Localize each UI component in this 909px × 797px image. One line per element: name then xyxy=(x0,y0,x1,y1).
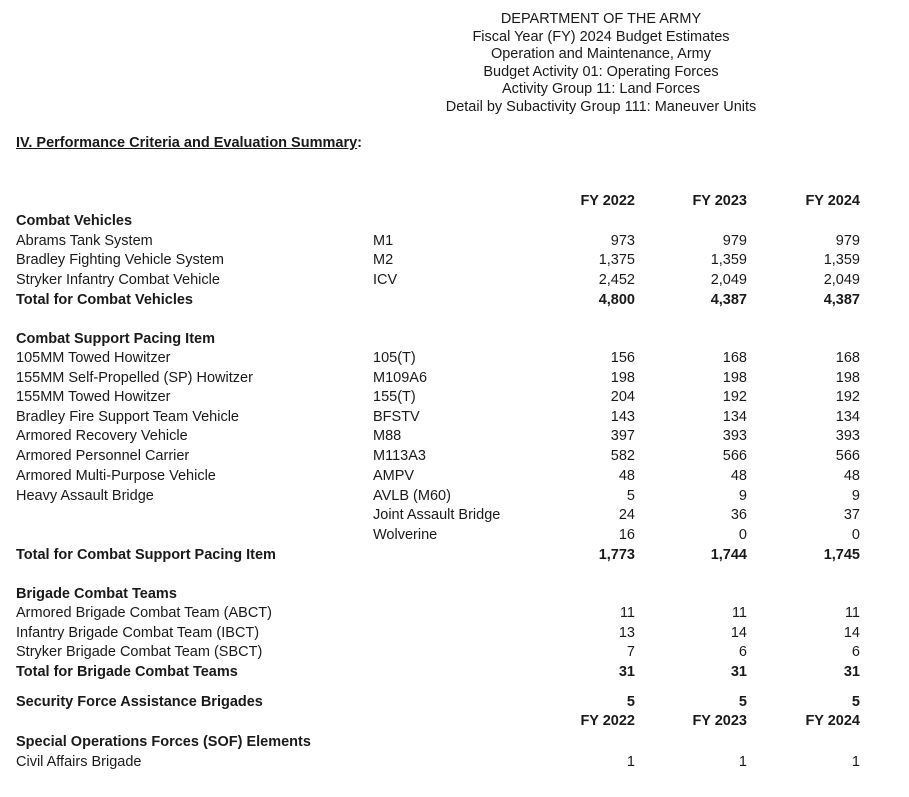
cell-fy2023: 1,744 xyxy=(710,547,747,563)
cell-fy2024: 14 xyxy=(843,625,860,641)
row-code: AMPV xyxy=(373,468,415,484)
cell-fy2022: 156 xyxy=(610,350,635,366)
row-label: Bradley Fighting Vehicle System xyxy=(16,252,224,268)
row-code: M2 xyxy=(373,252,394,268)
cell-fy2024: 1 xyxy=(851,754,860,770)
cell-fy2022: 582 xyxy=(610,448,635,464)
table-row xyxy=(0,446,909,466)
table-row xyxy=(0,752,909,772)
column-header-row xyxy=(0,191,909,211)
cell-fy2022: 143 xyxy=(610,409,635,425)
row-label: Infantry Brigade Combat Team (IBCT) xyxy=(16,625,260,641)
group-heading-brigade-combat-teams xyxy=(0,584,909,604)
row-code: M109A6 xyxy=(373,370,428,386)
column-header-fy2024: FY 2024 xyxy=(805,193,860,209)
cell-fy2022: 1,773 xyxy=(598,547,635,563)
row-label: Armored Personnel Carrier xyxy=(16,448,190,464)
cell-fy2023: 31 xyxy=(730,664,747,680)
row-label: Stryker Infantry Combat Vehicle xyxy=(16,272,220,288)
row-code: ICV xyxy=(373,272,398,288)
cell-fy2022: 4,800 xyxy=(598,292,635,308)
cell-fy2024: 134 xyxy=(835,409,860,425)
table-row xyxy=(0,642,909,662)
row-label: Abrams Tank System xyxy=(16,233,153,249)
group-heading-text: Combat Support Pacing Item xyxy=(16,331,215,347)
table-row xyxy=(0,466,909,486)
row-label: Armored Recovery Vehicle xyxy=(16,428,188,444)
row-code: BFSTV xyxy=(373,409,420,425)
header-line-subactivity-group: Detail by Subactivity Group 111: Maneuver Units xyxy=(445,98,757,115)
cell-fy2022: 973 xyxy=(610,233,635,249)
cell-fy2024: 6 xyxy=(851,644,860,660)
cell-fy2022: 1 xyxy=(626,754,635,770)
table-row xyxy=(0,505,909,525)
row-label: Stryker Brigade Combat Team (SBCT) xyxy=(16,644,263,660)
row-code: 155(T) xyxy=(373,389,416,405)
row-label: Security Force Assistance Brigades xyxy=(16,694,263,710)
cell-fy2022: 204 xyxy=(610,389,635,405)
column-header-fy2022: FY 2022 xyxy=(580,713,635,729)
cell-fy2023: 5 xyxy=(738,694,747,710)
row-label: Total for Brigade Combat Teams xyxy=(16,664,238,680)
table-row xyxy=(0,426,909,446)
cell-fy2022: 2,452 xyxy=(598,272,635,288)
cell-fy2024: 979 xyxy=(835,233,860,249)
table-row xyxy=(0,407,909,427)
row-label: 105MM Towed Howitzer xyxy=(16,350,171,366)
header-line-appropriation: Operation and Maintenance, Army xyxy=(490,46,712,63)
header-line-activity-group: Activity Group 11: Land Forces xyxy=(502,81,700,98)
cell-fy2023: 36 xyxy=(730,507,747,523)
group-heading-text: Combat Vehicles xyxy=(16,213,133,229)
row-label: Bradley Fire Support Team Vehicle xyxy=(16,409,239,425)
row-code: AVLB (M60) xyxy=(373,488,451,504)
table-row xyxy=(0,525,909,545)
cell-fy2023: 1,359 xyxy=(710,252,747,268)
column-header-row-sof xyxy=(0,711,909,731)
cell-fy2023: 393 xyxy=(722,428,747,444)
cell-fy2023: 134 xyxy=(722,409,747,425)
row-label: Armored Brigade Combat Team (ABCT) xyxy=(16,605,272,621)
section-title xyxy=(16,135,362,151)
column-header-fy2023: FY 2023 xyxy=(692,713,747,729)
cell-fy2023: 2,049 xyxy=(710,272,747,288)
table-row xyxy=(0,623,909,643)
cell-fy2024: 1,359 xyxy=(823,252,860,268)
table-row xyxy=(0,250,909,270)
cell-fy2024: 31 xyxy=(843,664,860,680)
row-code: M1 xyxy=(373,233,394,249)
total-row-combat-support xyxy=(0,545,909,565)
row-code: M113A3 xyxy=(373,448,426,464)
group-heading-text: Brigade Combat Teams xyxy=(16,586,177,602)
section-title-text: IV. Performance Criteria and Evaluation Summary xyxy=(16,135,358,151)
sfab-row xyxy=(0,692,909,712)
table-row xyxy=(0,348,909,368)
row-label: Total for Combat Vehicles xyxy=(16,292,193,308)
cell-fy2024: 48 xyxy=(843,468,860,484)
section-title-colon: : xyxy=(357,135,362,151)
cell-fy2023: 198 xyxy=(722,370,747,386)
table-row xyxy=(0,486,909,506)
cell-fy2023: 0 xyxy=(738,527,747,543)
cell-fy2024: 393 xyxy=(835,428,860,444)
total-row-brigade-combat-teams xyxy=(0,662,909,682)
cell-fy2024: 198 xyxy=(835,370,860,386)
header-line-department: DEPARTMENT OF THE ARMY xyxy=(500,11,702,27)
cell-fy2022: 1,375 xyxy=(598,252,635,268)
cell-fy2022: 397 xyxy=(610,428,635,444)
cell-fy2023: 11 xyxy=(731,605,747,621)
document-header xyxy=(420,11,782,117)
cell-fy2023: 192 xyxy=(722,389,747,405)
table-row xyxy=(0,603,909,623)
cell-fy2024: 9 xyxy=(851,488,860,504)
cell-fy2024: 0 xyxy=(851,527,860,543)
table-row xyxy=(0,387,909,407)
table-row xyxy=(0,368,909,388)
cell-fy2024: 192 xyxy=(835,389,860,405)
cell-fy2023: 168 xyxy=(722,350,747,366)
column-header-fy2022: FY 2022 xyxy=(580,193,635,209)
row-code: Wolverine xyxy=(373,527,438,543)
row-code: M88 xyxy=(373,428,402,444)
row-code: 105(T) xyxy=(373,350,416,366)
total-row-combat-vehicles xyxy=(0,290,909,310)
cell-fy2022: 11 xyxy=(619,605,635,621)
row-label: 155MM Self-Propelled (SP) Howitzer xyxy=(16,370,253,386)
cell-fy2024: 566 xyxy=(835,448,860,464)
row-label: 155MM Towed Howitzer xyxy=(16,389,171,405)
cell-fy2024: 5 xyxy=(851,694,860,710)
table-row xyxy=(0,270,909,290)
table-row xyxy=(0,231,909,251)
cell-fy2024: 1,745 xyxy=(823,547,860,563)
row-label: Civil Affairs Brigade xyxy=(16,754,142,770)
row-label: Total for Combat Support Pacing Item xyxy=(16,547,276,563)
cell-fy2023: 48 xyxy=(730,468,747,484)
header-line-budget-activity: Budget Activity 01: Operating Forces xyxy=(483,63,719,80)
column-header-fy2023: FY 2023 xyxy=(692,193,747,209)
column-header-fy2024: FY 2024 xyxy=(805,713,860,729)
row-label: Armored Multi-Purpose Vehicle xyxy=(16,468,216,484)
cell-fy2022: 24 xyxy=(618,507,635,523)
cell-fy2023: 6 xyxy=(738,644,747,660)
cell-fy2022: 5 xyxy=(626,694,635,710)
group-heading-text: Special Operations Forces (SOF) Elements xyxy=(16,734,311,750)
cell-fy2022: 13 xyxy=(618,625,635,641)
cell-fy2022: 5 xyxy=(626,488,635,504)
cell-fy2023: 979 xyxy=(722,233,747,249)
group-heading-combat-vehicles xyxy=(0,211,909,231)
row-code: Joint Assault Bridge xyxy=(373,507,501,523)
cell-fy2022: 48 xyxy=(618,468,635,484)
cell-fy2024: 37 xyxy=(843,507,860,523)
cell-fy2023: 566 xyxy=(722,448,747,464)
cell-fy2024: 4,387 xyxy=(823,292,860,308)
cell-fy2022: 16 xyxy=(618,527,635,543)
cell-fy2022: 31 xyxy=(618,664,635,680)
cell-fy2024: 2,049 xyxy=(823,272,860,288)
header-line-fiscal-year: Fiscal Year (FY) 2024 Budget Estimates xyxy=(472,28,730,45)
cell-fy2022: 198 xyxy=(610,370,635,386)
cell-fy2024: 11 xyxy=(844,605,860,621)
group-heading-sof xyxy=(0,732,909,752)
cell-fy2023: 14 xyxy=(730,625,747,641)
cell-fy2023: 9 xyxy=(738,488,747,504)
cell-fy2023: 1 xyxy=(738,754,747,770)
group-heading-combat-support xyxy=(0,329,909,349)
cell-fy2022: 7 xyxy=(626,644,635,660)
cell-fy2023: 4,387 xyxy=(710,292,747,308)
cell-fy2024: 168 xyxy=(835,350,860,366)
row-label: Heavy Assault Bridge xyxy=(16,488,154,504)
